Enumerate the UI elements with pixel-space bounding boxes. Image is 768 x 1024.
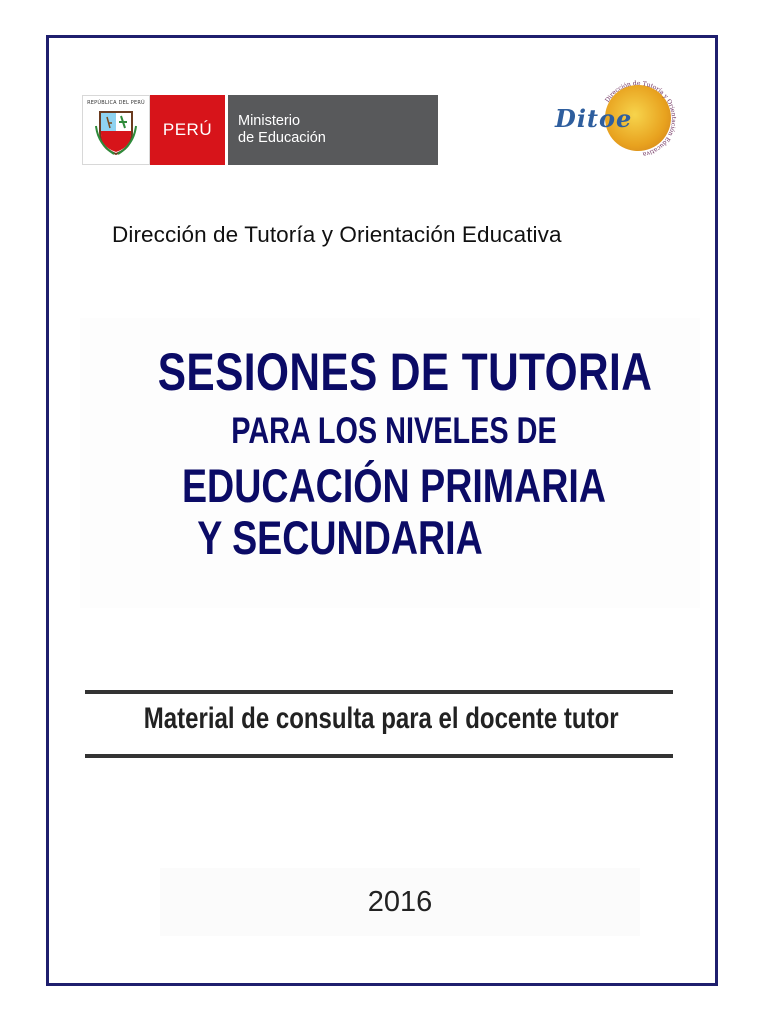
title-block	[80, 318, 700, 608]
ministry-line-1: Ministerio	[238, 113, 301, 129]
main-title: SESIONES DE TUTORIA	[157, 343, 653, 402]
country-label: PERÚ	[150, 95, 225, 165]
divider-bottom	[85, 754, 673, 758]
year-box	[160, 868, 640, 936]
ministry-line-2: de Educación	[238, 130, 326, 146]
ministry-logo	[82, 95, 438, 165]
divider-top	[85, 690, 673, 694]
title-line-4: Y SECUNDARIA	[197, 511, 483, 564]
title-line-3: EDUCACIÓN PRIMARIA	[181, 459, 607, 512]
ministry-label	[225, 95, 438, 165]
shield-caption: REPÚBLICA DEL PERÚ	[87, 100, 145, 106]
ditoe-wordmark: Ditoe	[555, 104, 633, 133]
direction-heading: Dirección de Tutoría y Orientación Educativa	[112, 222, 562, 247]
ditoe-logo	[555, 82, 675, 157]
publication-year: 2016	[367, 885, 433, 918]
coat-of-arms-icon	[82, 95, 150, 165]
shield-icon	[94, 104, 138, 156]
subtitle: Material de consulta para el docente tutor	[143, 702, 619, 735]
title-line-2: PARA LOS NIVELES DE	[231, 410, 557, 451]
ditoe-ring-text: Dirección de Tutoría y Orientación Educativa	[603, 80, 677, 158]
